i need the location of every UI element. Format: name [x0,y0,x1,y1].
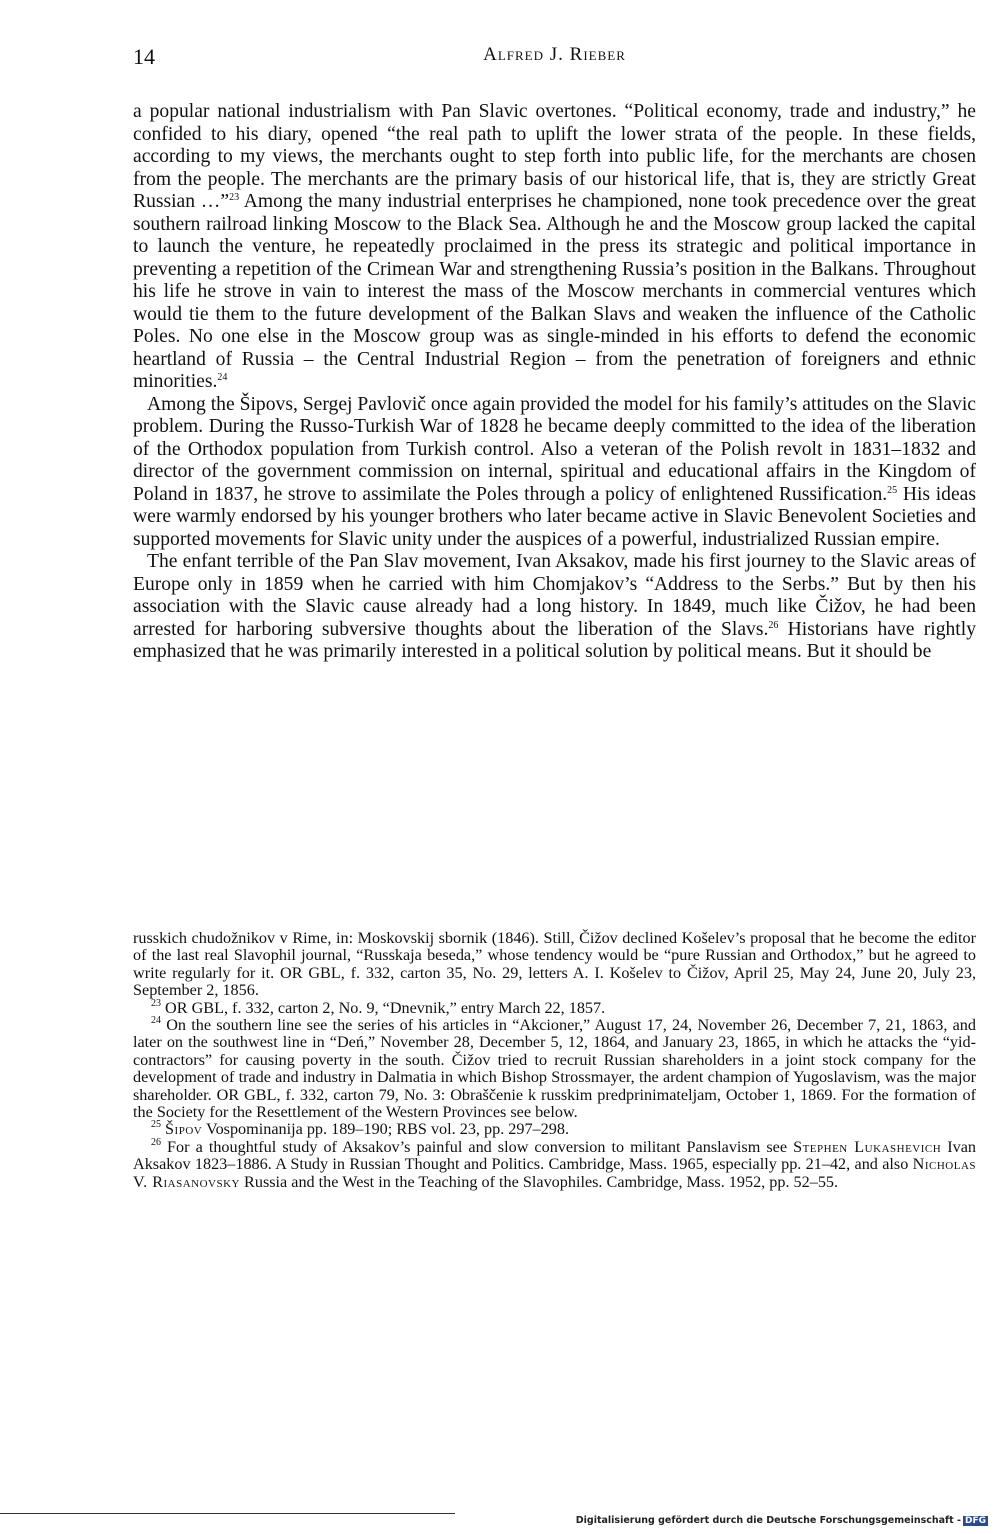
running-head: Alfred J. Rieber [483,44,626,65]
footnote-ref-25: 25 [887,484,898,496]
footnote-26: $^{26}$ For a thoughtful study of Aksakov’s painful and slow conversion to militant Panslavism see Stephen Lukashevich Ivan Aksakov 1823–1886. A Study in Russian Thought and Politics. Cambridge, Mass. 1965, especially pp. 21–42, and also Nicholas V. Riasanovsky Russia and the West in the Teaching of the Slavophiles. Cambridge, Mass. 1952, pp. 52–55. [133,1136,977,1191]
paragraph-3: The enfant terrible of the Pan Slav movement, Ivan Aksakov, made his first journey to the Slavic areas of Europe only in 1859 when he carried with him Chomjakov’s “Address to the Serbs.” But by then his association with the Slavic cause already had a long history. In 1849, much like Čižov, he had been arrested for harboring subversive thoughts about the liberation of the Slavs.$^{26}$ Historians have rightly emphasized that he was primarily interested in a political solution by political means. But it should be [133,551,976,662]
footnote-24: $^{24}$ On the southern line see the series of his articles in “Akcioner,” August 17, 24, November 26, December 7, 21, 1863, and later on the southwest line in “Deń,” November 28, December 5, 12, 1864, and January 23, 1865, in which he attacks the “yid-contractors” for causing poverty in the south. Čižov tried to recruit Russian shareholders in a joint stock company for the development of trade and industry in Dalmatia in which Bishop Strossmayer, the ardent champion of Yugoslavism, was the major shareholder. OR GBL, f. 332, carton 79, No. 3: Obraščenie k russkim predprinimateljam, October 1, 1869. For the formation of the Society for the Resettlement of the Western Provinces see below. [133,1015,976,1122]
footnote-continuation: russkich chudožnikov v Rime, in: Moskovskij sbornik (1846). Still, Čižov declined Košelev’s proposal that he become the editor of the last real Slavophil journal, “Russkaja beseda,” whose tendency would be “pure Russian and Orthodox,” but he agreed to write regularly for it. OR GBL, f. 332, carton 35, No. 29, letters A. I. Košelev to Čižov, April 25, May 24, June 20, July 23, September 2, 1856. [133,929,976,1000]
footer-rule [0,1513,455,1514]
page-number: 14 [133,44,155,69]
footnote-25: $^{25}$ Šipov Vospominanija pp. 189–190; RBS vol. 23, pp. 297–298. [151,1119,570,1139]
footnote-ref-24: 24 [217,372,228,383]
paragraph-1: a popular national industrialism with Pan Slavic overtones. “Political economy, trade and industry,” he confided to his diary, opened “the real path to uplift the lower strata of the people. In these fields, according to my views, the merchants ought to step forth into public life, for the merchants are chosen from the people. The merchants are the primary basis of our historical life, that is, they are strictly Great Russian …”$^{23}$ Among the many industrial enterprises he championed, none took precedence over the great southern railroad linking Moscow to the Black Sea. Although he and the Moscow group lacked the capital to launch the venture, he repeatedly proclaimed in the press its strategic and political importance in preventing a repetition of the Crimean War and strengthening Russia’s position in the Balkans. Throughout his life he strove in vain to interest the mass of the Moscow merchants in commercial ventures which would tie them to the future development of the Balkan Slavs and weaken the influence of the Catholic Poles. No one else in the Moscow group was as single-minded in his efforts to defend the economic heartland of Russia – the Central Industrial Region – from the penetration of foreigners and ethnic minorities.$^{24}$ [133,101,977,392]
dfg-logo: DFG [964,1516,986,1526]
footnote-ref-26: 26 [768,619,779,631]
page-header [133,44,976,74]
footnotes [133,930,976,1191]
paragraph-2: Among the Šipovs, Sergej Pavlovič once again provided the model for his family’s attitudes on the Slavic problem. During the Russo-Turkish War of 1828 he became deeply committed to the idea of the liberation of the Orthodox population from Turkish control. Also a veteran of the Polish revolt in 1831–1832 and director of the government commission on internal, spiritual and educational affairs in the Kingdom of Poland in 1837, he strove to assimilate the Poles through a policy of enlightened Russification.$^{25}$ His ideas were warmly endorsed by his younger brothers who later became active in Slavic Benevolent Societies and supported movements for Slavic unity under the auspices of a powerful, industrialized Russian empire. [133,393,976,550]
dfg-footer [576,1515,988,1526]
footnote-23: $^{23}$ OR GBL, f. 332, carton 2, No. 9, “Dnevnik,” entry March 22, 1857. [151,997,606,1017]
footnote-ref-23: 23 [229,192,240,203]
body-text [133,101,976,664]
dfg-credit: Digitalisierung gefördert durch die Deutsche Forschungsgemeinschaft - [575,1515,961,1526]
